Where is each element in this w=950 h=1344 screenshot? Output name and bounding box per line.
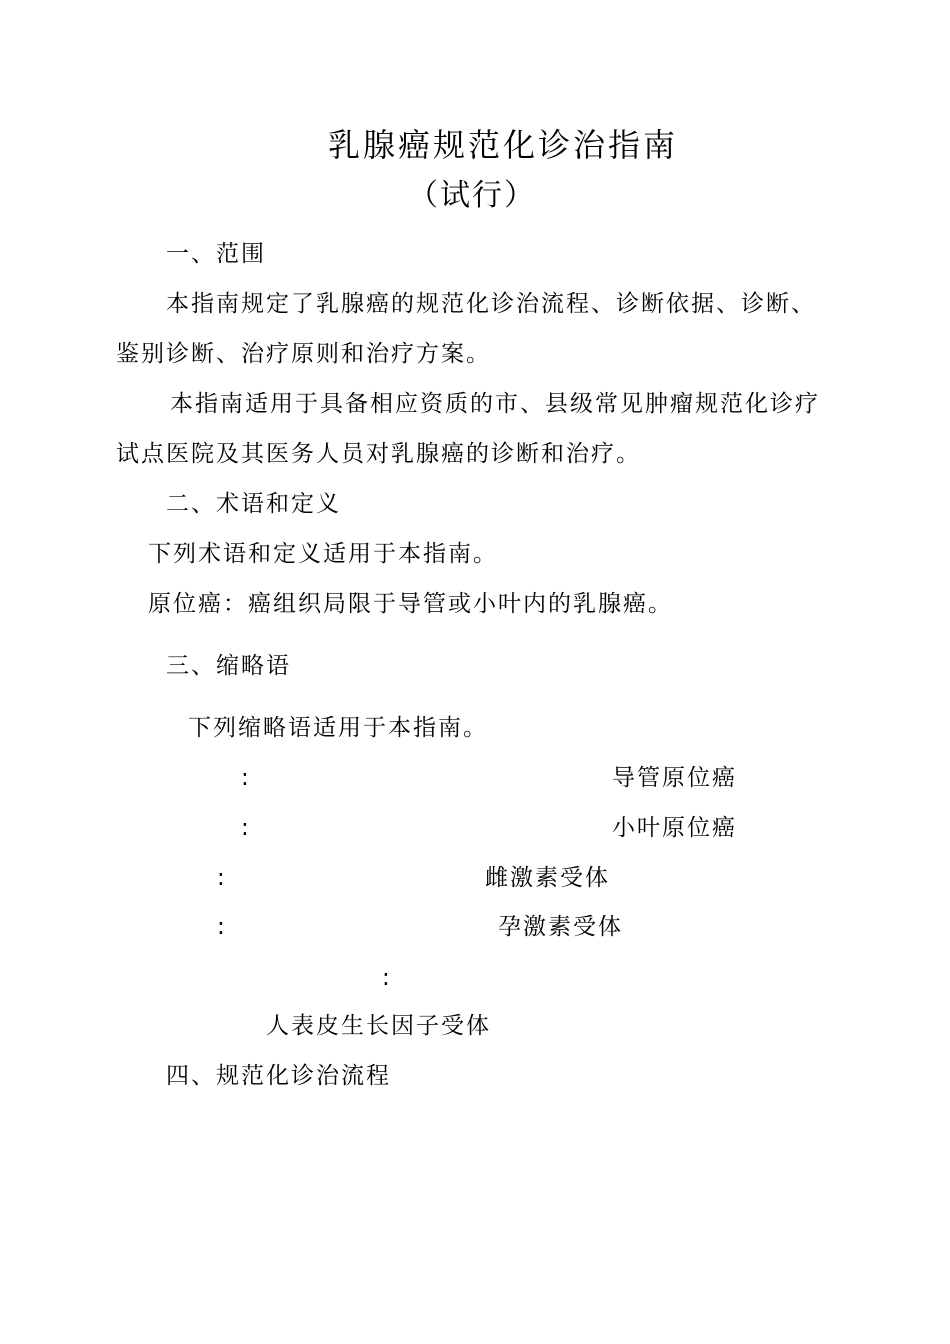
abbreviation-colon-5: : — [382, 965, 392, 991]
scope-paragraph-1-line-2: 鉴别诊断、治疗原则和治疗方案。 — [116, 341, 491, 367]
scope-paragraph-1-line-1: 本指南规定了乳腺癌的规范化诊治流程、诊断依据、诊断、 — [166, 291, 816, 317]
scope-paragraph-2-line-1: 本指南适用于具备相应资质的市、县级常见肿瘤规范化诊疗 — [170, 391, 820, 417]
abbreviations-intro: 下列缩略语适用于本指南。 — [188, 715, 488, 741]
abbreviation-meaning-2: 小叶原位癌 — [612, 815, 737, 841]
abbreviation-meaning-1: 导管原位癌 — [612, 765, 737, 791]
abbreviation-colon-2: : — [241, 815, 251, 841]
abbreviation-colon-3: : — [217, 865, 227, 891]
terms-intro: 下列术语和定义适用于本指南。 — [148, 541, 498, 567]
abbreviation-colon-1: : — [241, 765, 251, 791]
terms-definition: 原位癌：癌组织局限于导管或小叶内的乳腺癌。 — [148, 591, 673, 617]
document-title: 乳腺癌规范化诊治指南 — [328, 126, 679, 164]
section-heading-abbreviations: 三、缩略语 — [166, 653, 291, 679]
abbreviation-colon-4: : — [217, 914, 227, 940]
document-subtitle: （试行） — [408, 178, 536, 213]
abbreviation-meaning-3: 雌激素受体 — [485, 865, 610, 891]
section-heading-workflow: 四、规范化诊治流程 — [166, 1063, 391, 1089]
section-heading-scope: 一、范围 — [166, 241, 266, 267]
scope-paragraph-2-line-2: 试点医院及其医务人员对乳腺癌的诊断和治疗。 — [116, 441, 641, 467]
abbreviation-meaning-5: 人表皮生长因子受体 — [266, 1013, 491, 1039]
abbreviation-meaning-4: 孕激素受体 — [498, 914, 623, 940]
section-heading-terms: 二、术语和定义 — [166, 491, 341, 517]
